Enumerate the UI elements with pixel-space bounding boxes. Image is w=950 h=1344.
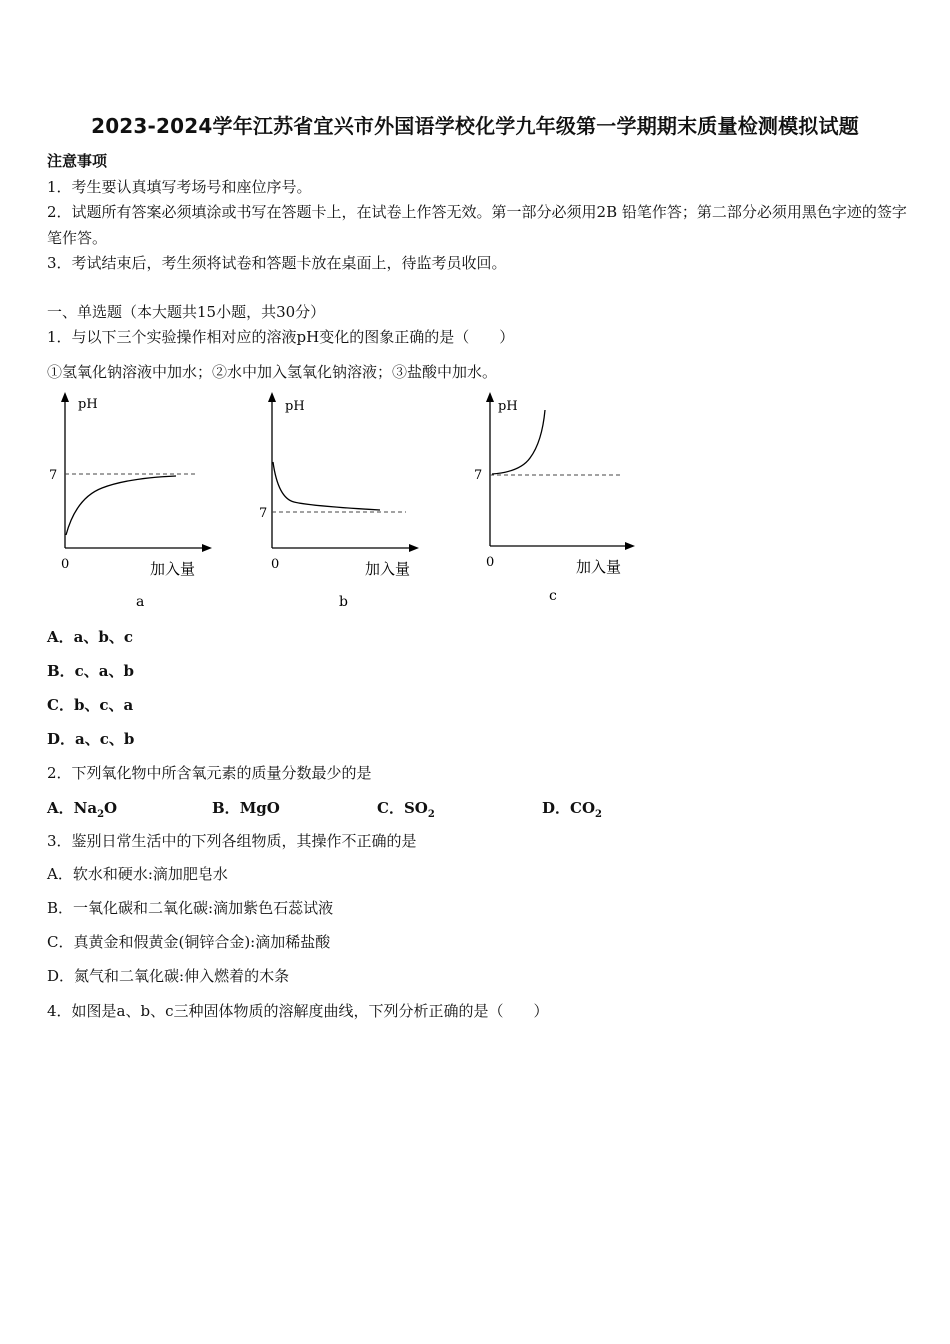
origin-label: 0 [486, 555, 495, 570]
y-axis-arrow [268, 392, 276, 402]
ph-curve [273, 462, 380, 510]
notice-heading: 注意事项 [47, 152, 108, 170]
x-axis-label: 加入量 [150, 560, 196, 578]
x-axis-arrow [202, 544, 212, 552]
ph-graph-b [250, 390, 435, 615]
question-2-option-c[interactable]: C．$SO_2$ [377, 799, 435, 820]
question-3-option-a[interactable]: A．软水和硬水:滴加肥皂水 [47, 865, 228, 883]
ph-curve [66, 476, 176, 535]
origin-label: 0 [61, 557, 70, 572]
y-axis-arrow [486, 392, 494, 402]
question-1-option-a[interactable]: A．a、b、c [47, 628, 133, 646]
x-axis-label: 加入量 [576, 558, 622, 576]
x-axis-arrow [625, 542, 635, 550]
question-2-option-d[interactable]: D．$CO_2$ [542, 799, 602, 820]
question-1-option-d[interactable]: D．a、c、b [47, 730, 135, 748]
y-axis-label: pH [498, 399, 518, 414]
origin-label: 0 [271, 557, 280, 572]
question-4-stem: 4．如图是a、b、c三种固体物质的溶解度曲线，下列分析正确的是（ ） [47, 1002, 549, 1020]
question-3-option-c[interactable]: C．真黄金和假黄金(铜锌合金):滴加稀盐酸 [47, 933, 331, 951]
ph7-label: 7 [49, 468, 58, 483]
question-1-option-c[interactable]: C．b、c、a [47, 696, 134, 714]
question-2-stem: 2．下列氧化物中所含氧元素的质量分数最少的是 [47, 764, 372, 782]
question-1-stem: 1．与以下三个实验操作相对应的溶液pH变化的图象正确的是（ ） [47, 328, 515, 346]
ph7-label: 7 [474, 468, 483, 483]
ph-graph-a [40, 390, 225, 615]
question-3-stem: 3．鉴别日常生活中的下列各组物质，其操作不正确的是 [47, 832, 417, 850]
exam-title: 2023-2024学年江苏省宜兴市外国语学校化学九年级第一学期期末质量检测模拟试题 [91, 114, 859, 138]
section-heading: 一、单选题（本大题共15小题，共30分） [47, 303, 326, 321]
question-1-subtext: ①氢氧化钠溶液中加水；②水中加入氢氧化钠溶液；③盐酸中加水。 [47, 363, 498, 381]
x-axis-arrow [409, 544, 419, 552]
notice-item: 1．考生要认真填写考场号和座位序号。 [47, 178, 312, 196]
question-2-option-b[interactable]: B．MgO [212, 799, 280, 817]
graph-caption: b [339, 594, 348, 610]
question-1-option-b[interactable]: B．c、a、b [47, 662, 135, 680]
y-axis-label: pH [78, 397, 98, 412]
question-3-option-d[interactable]: D．氮气和二氧化碳:伸入燃着的木条 [47, 967, 290, 985]
question-2-option-a[interactable]: A．$Na_2O$ [47, 799, 118, 820]
notice-item: 3．考试结束后，考生须将试卷和答题卡放在桌面上，待监考员收回。 [47, 254, 507, 272]
ph-graph-c [468, 388, 653, 613]
graph-caption: a [136, 594, 145, 610]
ph7-label: 7 [259, 506, 268, 521]
y-axis-arrow [61, 392, 69, 402]
graph-caption: c [549, 588, 557, 604]
ph-curve [492, 410, 545, 474]
y-axis-label: pH [285, 399, 305, 414]
question-3-option-b[interactable]: B．一氧化碳和二氧化碳:滴加紫色石蕊试液 [47, 899, 334, 917]
notice-item: 2．试题所有答案必须填涂或书写在答题卡上，在试卷上作答无效。第一部分必须用2B 铅笔作答；第二部分必须用黑色字迹的签字笔作答。 [47, 203, 907, 247]
x-axis-label: 加入量 [365, 560, 411, 578]
